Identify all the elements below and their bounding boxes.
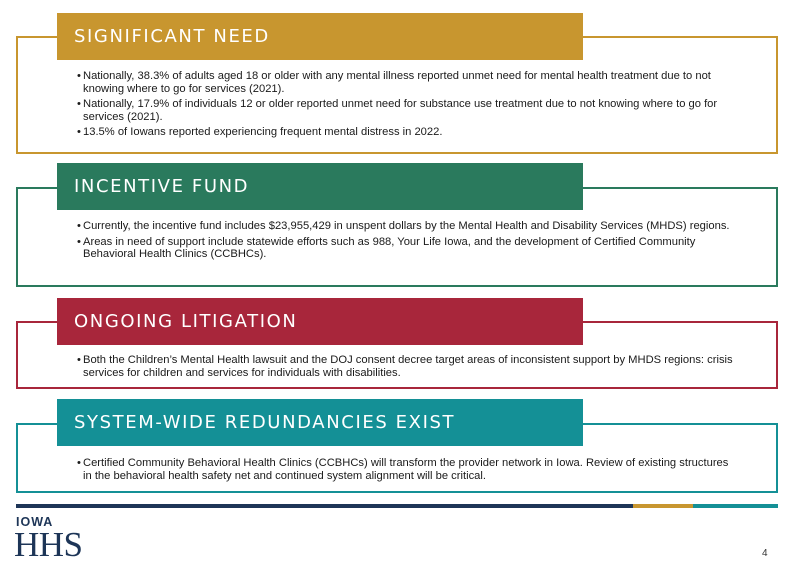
bullet-list xyxy=(77,220,737,264)
page-number: 4 xyxy=(762,548,768,559)
bullet-list xyxy=(77,457,737,485)
section-title: ONGOING LITIGATION xyxy=(57,298,583,345)
bullet-item: • Certified Community Behavioral Health Clinics (CCBHCs) will transform the provider network in Iowa. Review of existing structures in the behavioral health safety net and continued system alignment will be critical. xyxy=(77,457,737,482)
bullet-item: • Areas in need of support include statewide efforts such as 988, Your Life Iowa, and the development of Certified Community Behavioral Health Clinics (CCBHCs). xyxy=(77,236,737,261)
footer-divider-gold xyxy=(633,504,693,508)
section-title: SYSTEM-WIDE REDUNDANCIES EXIST xyxy=(57,399,583,446)
bullet-item: • Nationally, 38.3% of adults aged 18 or older with any mental illness reported unmet need for mental health treatment due to not knowing where to go for services (2021). xyxy=(77,70,737,95)
bullet-list xyxy=(77,70,737,142)
footer-divider-teal xyxy=(693,504,778,508)
section-title: SIGNIFICANT NEED xyxy=(57,13,583,60)
bullet-item: • Both the Children’s Mental Health lawsuit and the DOJ consent decree target areas of inconsistent support by MHDS regions: crisis services for children and services for individuals with disabilities. xyxy=(77,354,737,379)
logo-hhs-text: HHS xyxy=(14,525,83,564)
bullet-item: • Nationally, 17.9% of individuals 12 or older reported unmet need for substance use treatment due to not knowing where to go for services (2021). xyxy=(77,98,737,123)
footer-divider-navy xyxy=(16,504,633,508)
bullet-list xyxy=(77,354,737,382)
bullet-item: • Currently, the incentive fund includes $23,955,429 in unspent dollars by the Mental Health and Disability Services (MHDS) regions. xyxy=(77,220,737,233)
section-title: INCENTIVE FUND xyxy=(57,163,583,210)
bullet-item: • 13.5% of Iowans reported experiencing frequent mental distress in 2022. xyxy=(77,126,737,139)
logo-iowa-text: IOWA xyxy=(16,515,54,529)
